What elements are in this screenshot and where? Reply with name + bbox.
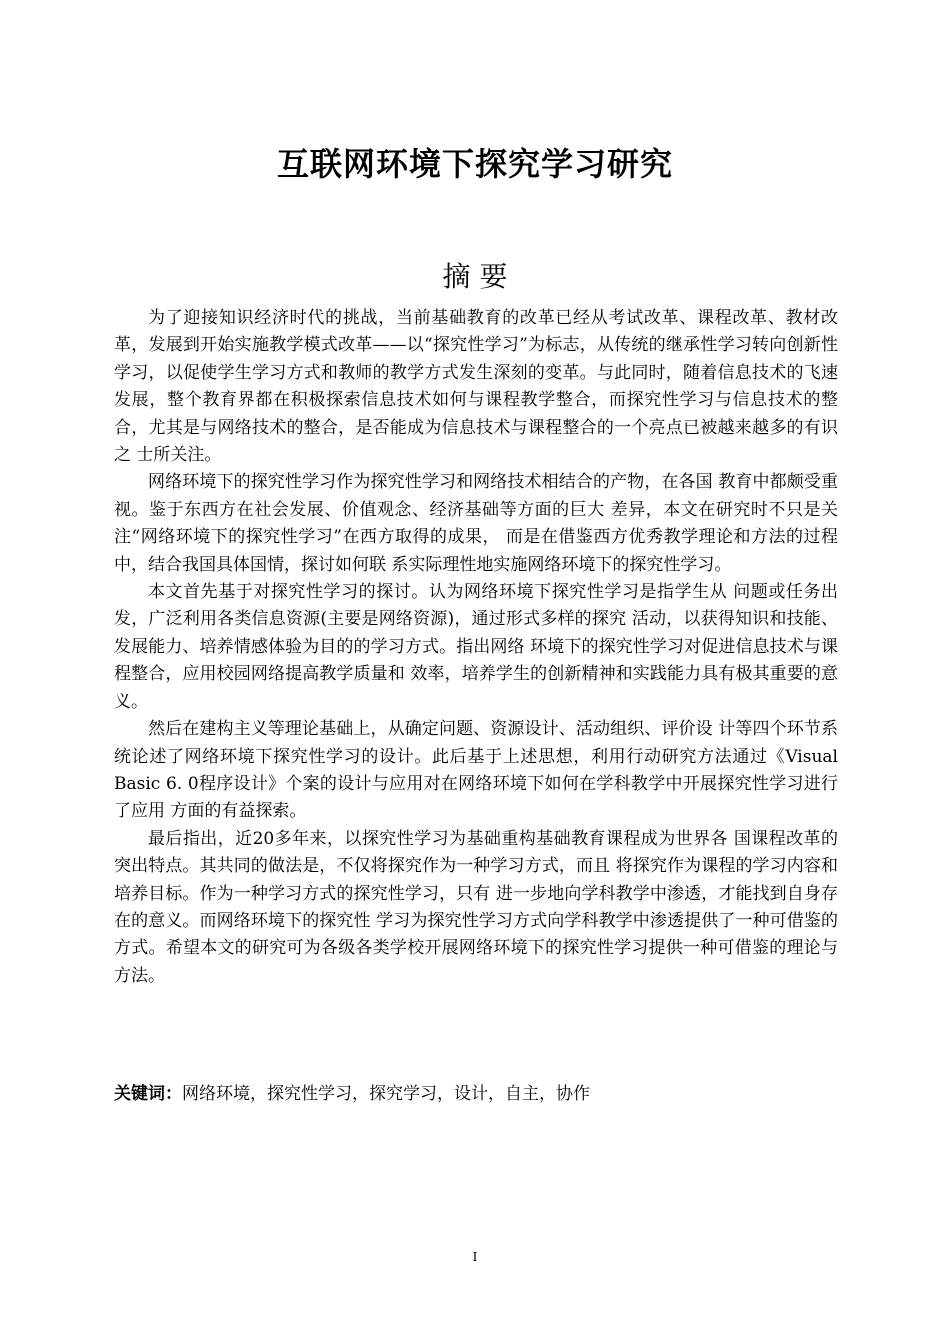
- abstract-paragraph-5: 最后指出，近20多年来，以探究性学习为基础重构基础教育课程成为世界各 国课程改革的突出特点。其共同的做法是，不仅将探究作为一种学习方式，而且 将探究作为课程的学习内容和培养目标。作为一种学习方式的探究性学习，只有 进一步地向学科教学中渗透，才能找到自身存在的意义。而网络环境下的探究性 学习为探究性学习方式向学科教学中渗透提供了一种可借鉴的方式。希望本文的研究可为各级各类学校开展网络环境下的探究性学习提供一种可借鉴的理论与方法。: [114, 828, 838, 986]
- abstract-heading: 摘 要: [442, 260, 508, 293]
- keywords-label: 关键词：: [114, 1084, 182, 1104]
- page-number: I: [472, 1250, 478, 1264]
- abstract-body: [114, 305, 838, 990]
- document-title: 互联网环境下探究学习研究: [276, 145, 673, 183]
- keywords-list: 网络环境，探究性学习，探究学习，设计，自主，协作: [182, 1084, 590, 1104]
- abstract-paragraph-1: 为了迎接知识经济时代的挑战，当前基础教育的改革已经从考试改革、课程改革、教材改革，发展到开始实施教学模式改革——以“探究性学习”为标志，从传统的继承性学习转向创新性学习，以促使学生学习方式和教师的教学方式发生深刻的变革。与此同时，随着信息技术的飞速发展，整个教育界都在积极探索信息技术如何与课程教学整合，而探究性学习与信息技术的整合，尤其是与网络技术的整合，是否能成为信息技术与课程整合的一个亮点已被越来越多的有识之 士所关注。: [114, 308, 838, 466]
- abstract-paragraph-3: 本文首先基于对探究性学习的探讨。认为网络环境下探究性学习是指学生从 问题或任务出发，广泛利用各类信息资源(主要是网络资源)，通过形式多样的探究 活动，以获得知识和技能、发展能力、培养情感体验为目的的学习方式。指出网络 环境下的探究性学习对促进信息技术与课程整合，应用校园网络提高教学质量和 效率，培养学生的创新精神和实践能力具有极其重要的意义。: [114, 582, 838, 712]
- keywords-line: [114, 1081, 838, 1108]
- abstract-paragraph-2: 网络环境下的探究性学习作为探究性学习和网络技术相结合的产物，在各国 教育中都颇受重视。鉴于东西方在社会发展、价值观念、经济基础等方面的巨大 差异，本文在研究时不只是关注“网络环境下的探究性学习”在西方取得的成果， 而是在借鉴西方优秀教学理论和方法的过程中，结合我国具体国情，探讨如何联 系实际理性地实施网络环境下的探究性学习。: [114, 472, 838, 575]
- abstract-paragraph-4: 然后在建构主义等理论基础上，从确定问题、资源设计、活动组织、评价设 计等四个环节系统论述了网络环境下探究性学习的设计。此后基于上述思想，利用行动研究方法通过《Visual Basic 6. 0程序设计》个案的设计与应用对在网络环境下如何在学科教学中开展探究性学习进行了应用 方面的有益探索。: [114, 719, 838, 822]
